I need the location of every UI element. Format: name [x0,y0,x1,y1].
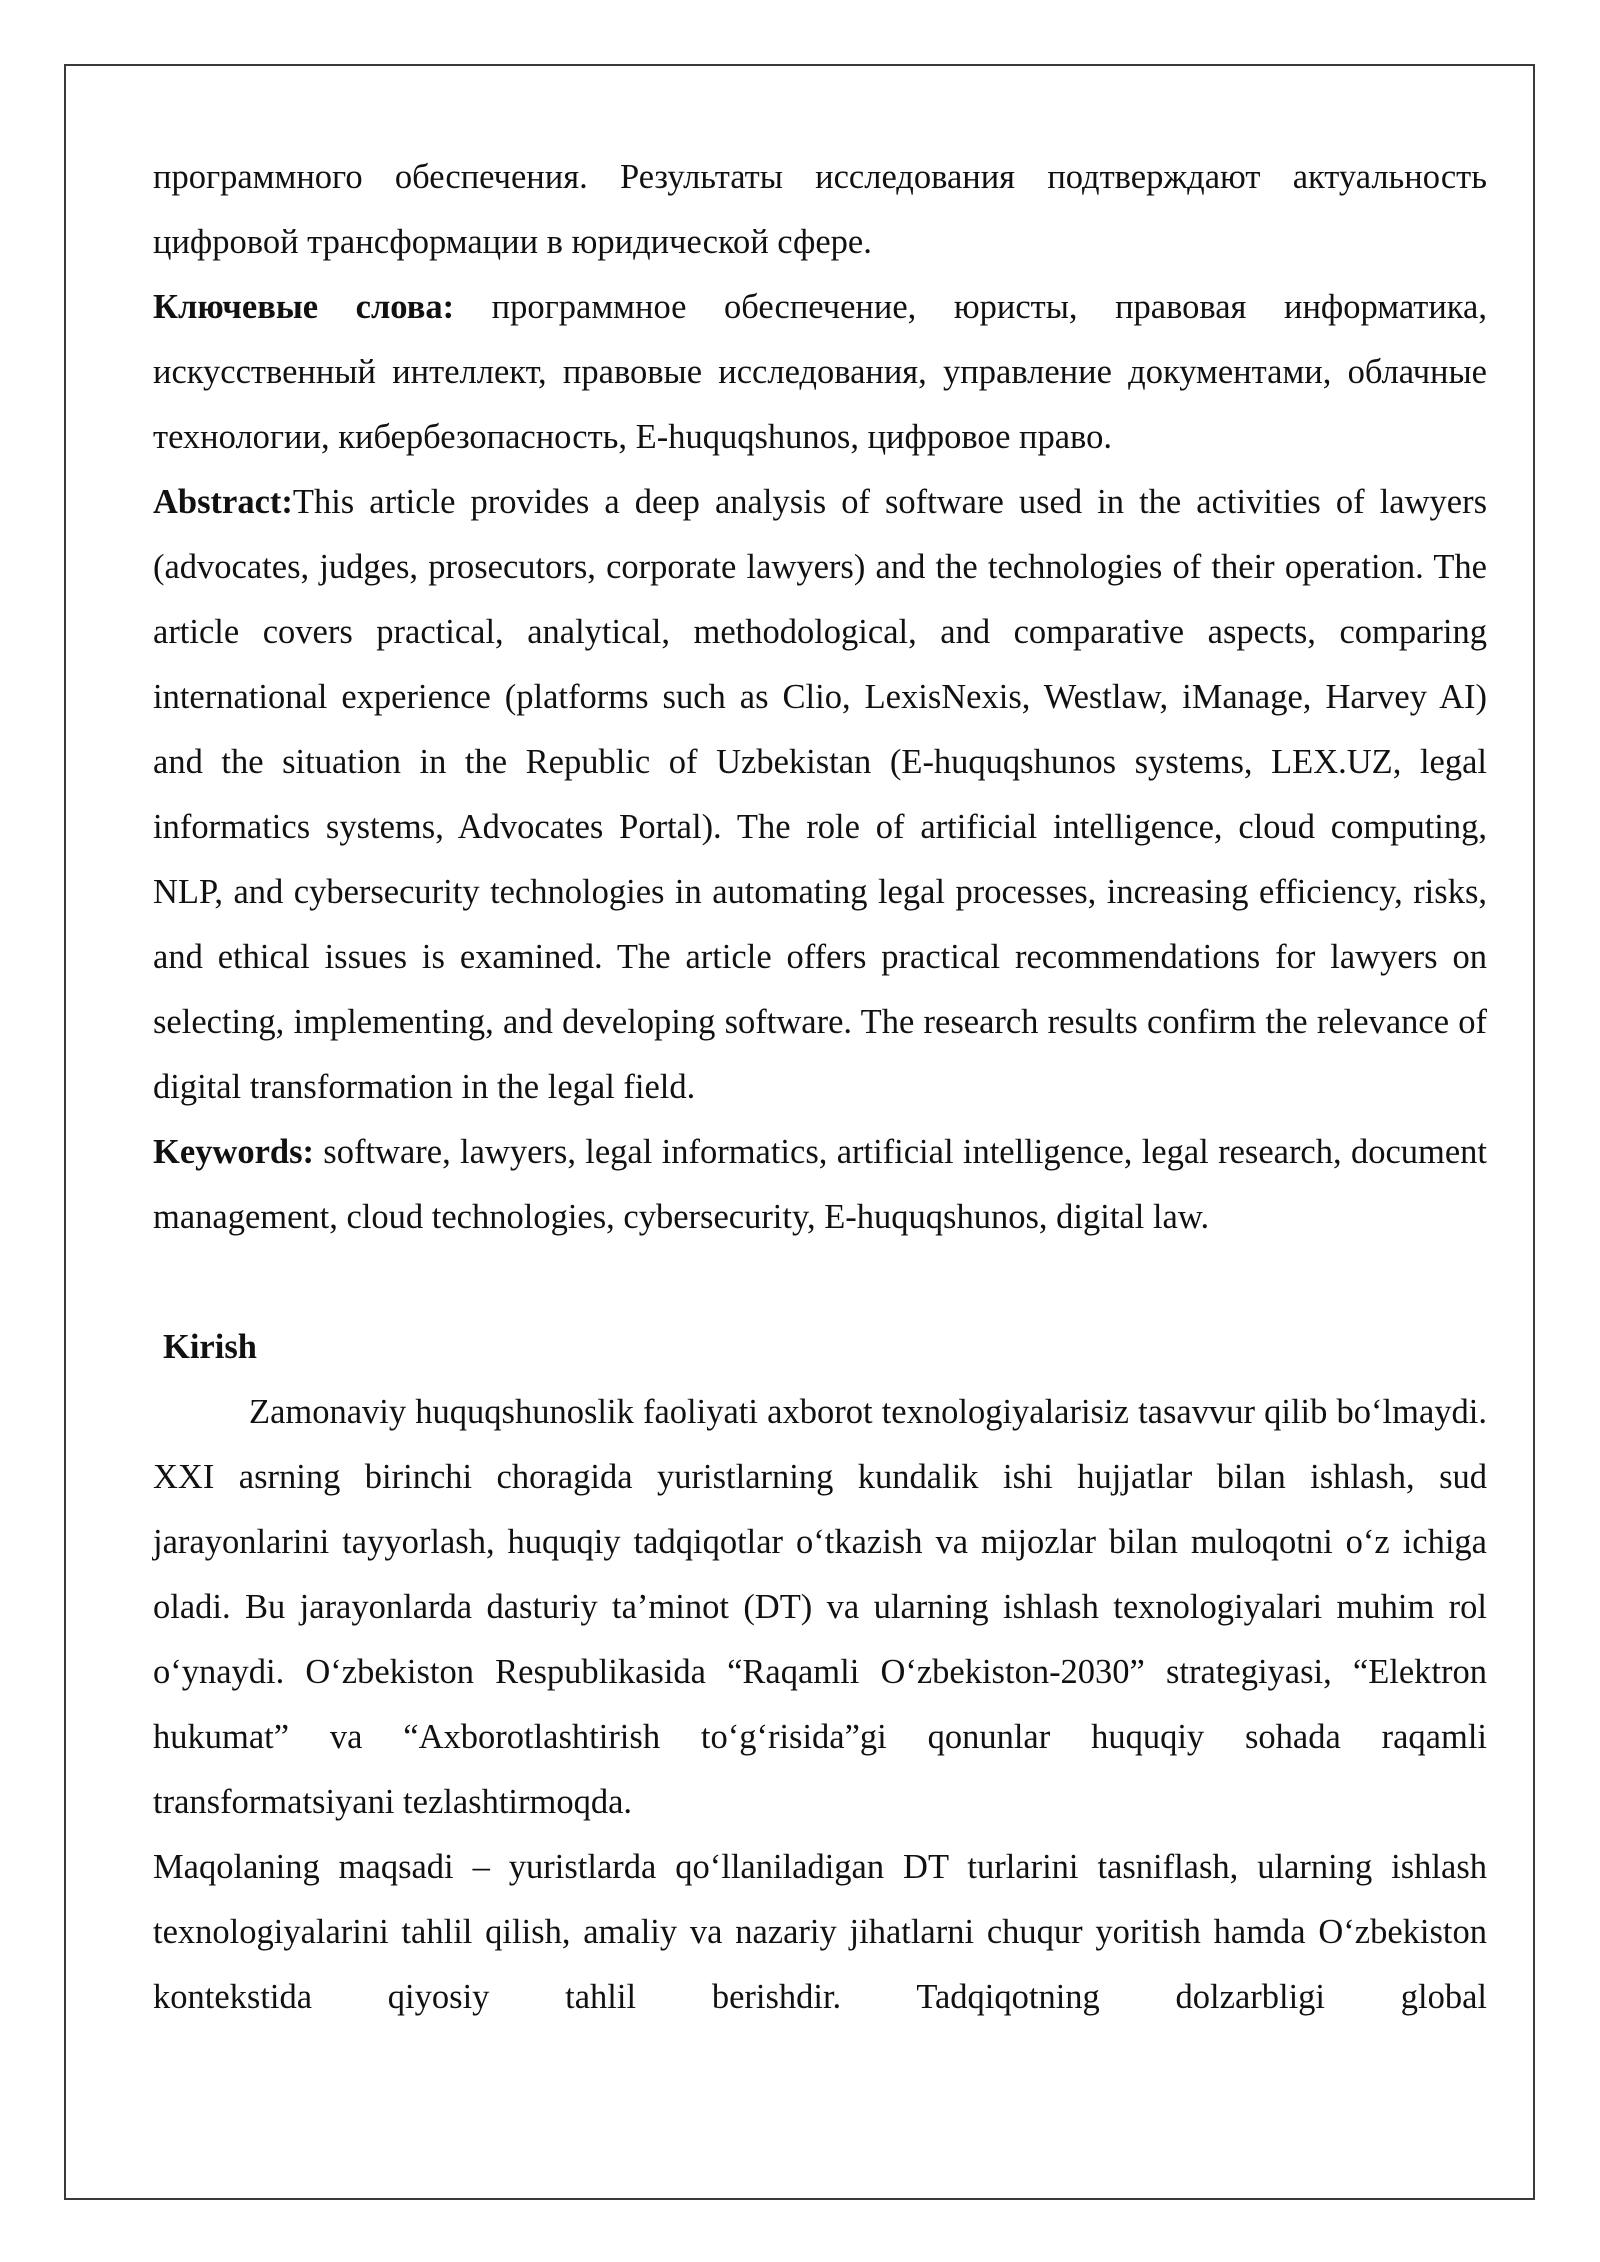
keywords-ru-paragraph [153,275,1487,470]
abstract-text: This article provides a deep analysis of software used in the activities of lawyers (advocates, judges, prosecutors, corporate lawyers) and the technologies of their operation. The article covers practical, analytical, methodological, and comparative aspects, comparing international experience (platforms such as Clio, LexisNexis, Westlaw, iManage, Harvey AI) and the situation in the Republic of Uzbekistan (E-huquqshunos systems, LEX.UZ, legal informatics systems, Advocates Portal). The role of artificial intelligence, cloud computing, NLP, and cybersecurity technologies in automating legal processes, increasing efficiency, risks, and ethical issues is examined. The article offers practical recommendations for lawyers on selecting, implementing, and developing software. The research results confirm the relevance of digital transformation in the legal field. [153,483,1487,1106]
document-body [153,145,1487,2030]
keywords-ru-label: Ключевые слова: [153,288,455,326]
intro-ru-text: программного обеспечения. Результаты исследования подтверждают актуальность цифровой трансформации в юридической сфере. [153,158,1487,261]
keywords-en-label: Keywords: [153,1133,314,1171]
keywords-en-text: software, lawyers, legal informatics, artificial intelligence, legal research, document management, cloud technologies, cybersecurity, E-huquqshunos, digital law. [153,1133,1487,1236]
abstract-label: Abstract: [153,483,293,521]
section-paragraph-2: Maqolaning maqsadi – yuristlarda qo‘llaniladigan DT turlarini tasniflash, ularning ishlash texnologiyalarini tahlil qilish, amaliy va nazariy jihatlarni chuqur yoritish hamda O‘zbekiston kontekstida qiyosiy tahlil berishdir. Tadqiqotning dolzarbligi global [153,1848,1487,2016]
section-paragraph-1: Zamonaviy huquqshunoslik faoliyati axborot texnologiyalarisiz tasavvur qilib bo‘lmaydi. XXI asrning birinchi choragida yuristlarning kundalik ishi hujjatlar bilan ishlash, sud jarayonlarini tayyorlash, huquqiy tadqiqotlar o‘tkazish va mijozlar bilan muloqotni o‘z ichiga oladi. Bu jarayonlarda dasturiy ta’minot (DT) va ularning ishlash texnologiyalari muhim rol o‘ynaydi. O‘zbekiston Respublikasida “Raqamli O‘zbekiston-2030” strategiyasi, “Elektron hukumat” va “Axborotlashtirish to‘g‘risida”gi qonunlar huquqiy sohada raqamli transformatsiyani tezlashtirmoqda. [153,1393,1487,1821]
abstract-paragraph [153,470,1487,1120]
intro-ru-paragraph [153,145,1487,275]
keywords-ru-text: программное обеспечение, юристы, правовая информатика, искусственный интеллект, правовые исследования, управление документами, облачные технологии, кибербезопасность, E-huquqshunos, цифровое право. [153,288,1487,456]
section-heading: Kirish [163,1328,257,1366]
keywords-en-paragraph [153,1120,1487,1250]
blank-line [153,1250,1487,1315]
